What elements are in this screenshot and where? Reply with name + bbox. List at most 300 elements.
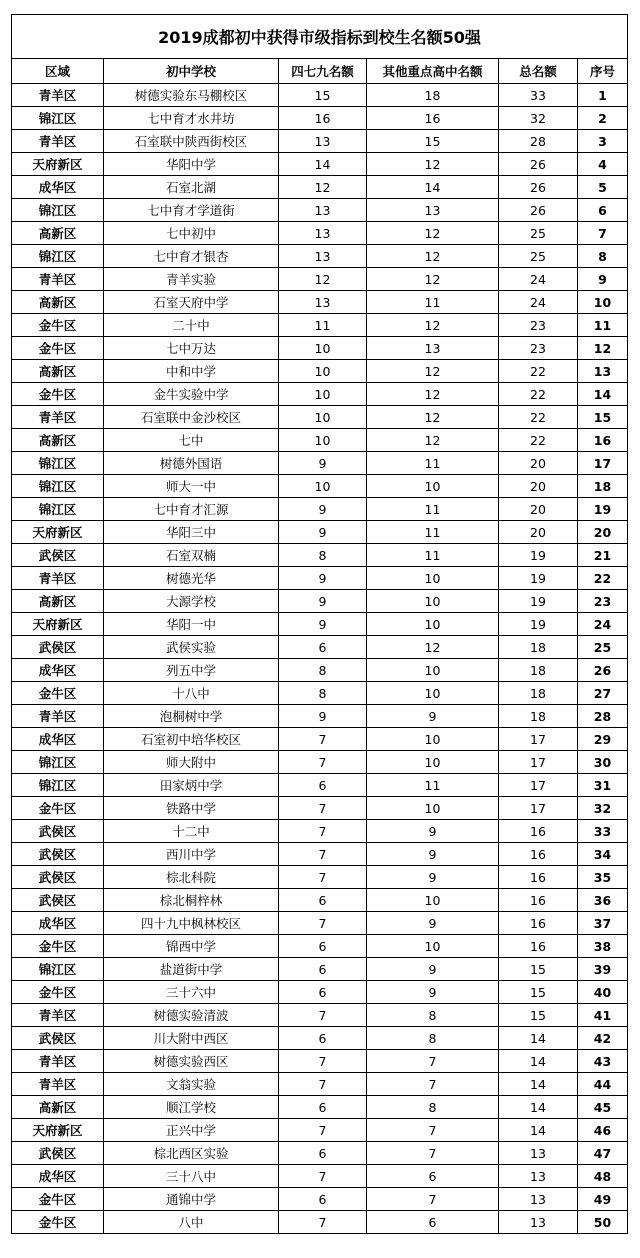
cell-district: 金牛区	[12, 1188, 104, 1211]
cell-school: 石室天府中学	[104, 291, 279, 314]
table-row	[12, 429, 628, 452]
cell-quota-total: 33	[499, 84, 578, 107]
header-district: 区域	[12, 59, 104, 84]
table-row	[12, 1142, 628, 1165]
cell-district: 高新区	[12, 222, 104, 245]
cell-district: 高新区	[12, 429, 104, 452]
cell-quota-total: 14	[499, 1119, 578, 1142]
cell-quota-total: 13	[499, 1165, 578, 1188]
cell-quota-other: 9	[367, 866, 499, 889]
cell-quota-total: 14	[499, 1027, 578, 1050]
cell-rank: 43	[578, 1050, 628, 1073]
cell-district: 成华区	[12, 659, 104, 682]
cell-rank: 23	[578, 590, 628, 613]
cell-rank: 25	[578, 636, 628, 659]
cell-quota-total: 14	[499, 1073, 578, 1096]
cell-quota-479: 6	[279, 636, 367, 659]
cell-quota-other: 10	[367, 751, 499, 774]
table-row	[12, 314, 628, 337]
cell-school: 顺江学校	[104, 1096, 279, 1119]
cell-quota-479: 13	[279, 130, 367, 153]
cell-quota-479: 7	[279, 797, 367, 820]
cell-quota-other: 11	[367, 291, 499, 314]
cell-quota-479: 13	[279, 199, 367, 222]
table-row	[12, 636, 628, 659]
cell-school: 列五中学	[104, 659, 279, 682]
cell-quota-total: 19	[499, 590, 578, 613]
cell-school: 金牛实验中学	[104, 383, 279, 406]
cell-quota-total: 13	[499, 1142, 578, 1165]
cell-quota-479: 6	[279, 935, 367, 958]
cell-quota-other: 9	[367, 981, 499, 1004]
cell-rank: 21	[578, 544, 628, 567]
table-row	[12, 820, 628, 843]
table-row	[12, 590, 628, 613]
cell-school: 七中初中	[104, 222, 279, 245]
cell-school: 三十八中	[104, 1165, 279, 1188]
cell-rank: 40	[578, 981, 628, 1004]
cell-district: 锦江区	[12, 199, 104, 222]
table-row	[12, 659, 628, 682]
cell-rank: 22	[578, 567, 628, 590]
cell-quota-479: 8	[279, 682, 367, 705]
table-row	[12, 935, 628, 958]
cell-quota-479: 7	[279, 1165, 367, 1188]
cell-quota-total: 20	[499, 498, 578, 521]
cell-district: 成华区	[12, 1165, 104, 1188]
cell-quota-479: 7	[279, 728, 367, 751]
cell-rank: 16	[578, 429, 628, 452]
cell-school: 十二中	[104, 820, 279, 843]
table-row	[12, 245, 628, 268]
table-title: 2019成都初中获得市级指标到校生名额50强	[12, 15, 628, 59]
cell-district: 武侯区	[12, 636, 104, 659]
cell-rank: 38	[578, 935, 628, 958]
cell-district: 武侯区	[12, 889, 104, 912]
cell-quota-479: 7	[279, 1211, 367, 1234]
table-row	[12, 383, 628, 406]
cell-quota-other: 10	[367, 590, 499, 613]
cell-quota-479: 7	[279, 866, 367, 889]
cell-quota-other: 12	[367, 429, 499, 452]
cell-school: 树德实验西区	[104, 1050, 279, 1073]
cell-quota-other: 8	[367, 1096, 499, 1119]
cell-quota-total: 32	[499, 107, 578, 130]
cell-district: 天府新区	[12, 521, 104, 544]
header-school: 初中学校	[104, 59, 279, 84]
cell-district: 高新区	[12, 590, 104, 613]
table-row	[12, 199, 628, 222]
table-row	[12, 268, 628, 291]
cell-school: 师大附中	[104, 751, 279, 774]
cell-quota-total: 15	[499, 981, 578, 1004]
cell-rank: 30	[578, 751, 628, 774]
cell-quota-total: 26	[499, 176, 578, 199]
cell-rank: 5	[578, 176, 628, 199]
cell-quota-total: 16	[499, 889, 578, 912]
cell-rank: 27	[578, 682, 628, 705]
cell-rank: 20	[578, 521, 628, 544]
cell-quota-479: 7	[279, 1119, 367, 1142]
cell-quota-total: 20	[499, 521, 578, 544]
cell-school: 青羊实验	[104, 268, 279, 291]
cell-rank: 6	[578, 199, 628, 222]
cell-rank: 10	[578, 291, 628, 314]
cell-quota-total: 17	[499, 774, 578, 797]
table-row	[12, 130, 628, 153]
table-row	[12, 84, 628, 107]
cell-rank: 17	[578, 452, 628, 475]
cell-school: 铁路中学	[104, 797, 279, 820]
cell-rank: 47	[578, 1142, 628, 1165]
cell-quota-total: 19	[499, 567, 578, 590]
cell-district: 武侯区	[12, 1027, 104, 1050]
cell-quota-total: 18	[499, 659, 578, 682]
cell-quota-479: 6	[279, 774, 367, 797]
cell-rank: 7	[578, 222, 628, 245]
cell-quota-479: 7	[279, 1050, 367, 1073]
cell-quota-other: 11	[367, 521, 499, 544]
cell-district: 青羊区	[12, 567, 104, 590]
cell-district: 青羊区	[12, 268, 104, 291]
cell-district: 锦江区	[12, 452, 104, 475]
cell-quota-479: 6	[279, 1096, 367, 1119]
cell-school: 田家炳中学	[104, 774, 279, 797]
table-row	[12, 153, 628, 176]
cell-quota-other: 7	[367, 1142, 499, 1165]
cell-rank: 18	[578, 475, 628, 498]
cell-quota-479: 6	[279, 1027, 367, 1050]
cell-quota-other: 9	[367, 820, 499, 843]
cell-rank: 37	[578, 912, 628, 935]
cell-quota-total: 25	[499, 222, 578, 245]
cell-quota-total: 26	[499, 199, 578, 222]
table-row	[12, 337, 628, 360]
header-rank: 序号	[578, 59, 628, 84]
table-row	[12, 1119, 628, 1142]
cell-rank: 13	[578, 360, 628, 383]
cell-district: 武侯区	[12, 1142, 104, 1165]
cell-quota-other: 10	[367, 889, 499, 912]
cell-quota-other: 14	[367, 176, 499, 199]
cell-school: 盐道街中学	[104, 958, 279, 981]
cell-quota-other: 10	[367, 935, 499, 958]
cell-quota-other: 7	[367, 1073, 499, 1096]
cell-quota-479: 8	[279, 544, 367, 567]
cell-quota-other: 6	[367, 1165, 499, 1188]
header-quota-other: 其他重点高中名额	[367, 59, 499, 84]
table-row	[12, 912, 628, 935]
cell-quota-other: 9	[367, 843, 499, 866]
cell-quota-479: 13	[279, 222, 367, 245]
cell-rank: 12	[578, 337, 628, 360]
cell-quota-479: 10	[279, 383, 367, 406]
cell-quota-479: 10	[279, 337, 367, 360]
cell-quota-479: 13	[279, 291, 367, 314]
table-row	[12, 843, 628, 866]
cell-quota-479: 10	[279, 475, 367, 498]
cell-quota-479: 9	[279, 705, 367, 728]
cell-quota-479: 12	[279, 268, 367, 291]
cell-district: 金牛区	[12, 981, 104, 1004]
cell-quota-total: 14	[499, 1096, 578, 1119]
cell-quota-other: 9	[367, 912, 499, 935]
cell-quota-479: 10	[279, 429, 367, 452]
cell-quota-479: 7	[279, 751, 367, 774]
cell-quota-total: 28	[499, 130, 578, 153]
cell-quota-total: 22	[499, 383, 578, 406]
table-row	[12, 1165, 628, 1188]
cell-school: 泡桐树中学	[104, 705, 279, 728]
cell-quota-other: 7	[367, 1050, 499, 1073]
cell-quota-total: 18	[499, 705, 578, 728]
cell-quota-479: 6	[279, 958, 367, 981]
cell-school: 十八中	[104, 682, 279, 705]
cell-quota-other: 8	[367, 1004, 499, 1027]
cell-rank: 26	[578, 659, 628, 682]
cell-school: 石室联中陕西街校区	[104, 130, 279, 153]
cell-quota-479: 12	[279, 176, 367, 199]
cell-district: 锦江区	[12, 245, 104, 268]
cell-district: 锦江区	[12, 751, 104, 774]
cell-quota-other: 12	[367, 406, 499, 429]
cell-quota-479: 9	[279, 452, 367, 475]
cell-quota-other: 12	[367, 636, 499, 659]
cell-district: 武侯区	[12, 866, 104, 889]
cell-district: 金牛区	[12, 314, 104, 337]
table-row	[12, 291, 628, 314]
cell-quota-479: 6	[279, 1188, 367, 1211]
cell-district: 成华区	[12, 912, 104, 935]
cell-quota-other: 10	[367, 728, 499, 751]
cell-district: 天府新区	[12, 613, 104, 636]
cell-school: 大源学校	[104, 590, 279, 613]
cell-quota-total: 17	[499, 728, 578, 751]
table-row	[12, 176, 628, 199]
cell-quota-479: 6	[279, 981, 367, 1004]
cell-quota-total: 19	[499, 544, 578, 567]
cell-quota-total: 25	[499, 245, 578, 268]
cell-quota-479: 13	[279, 245, 367, 268]
cell-quota-total: 23	[499, 314, 578, 337]
cell-rank: 19	[578, 498, 628, 521]
cell-school: 通锦中学	[104, 1188, 279, 1211]
cell-district: 锦江区	[12, 107, 104, 130]
cell-district: 青羊区	[12, 130, 104, 153]
cell-district: 青羊区	[12, 406, 104, 429]
cell-quota-total: 24	[499, 268, 578, 291]
cell-district: 成华区	[12, 176, 104, 199]
cell-district: 锦江区	[12, 498, 104, 521]
cell-quota-total: 17	[499, 751, 578, 774]
cell-quota-total: 14	[499, 1050, 578, 1073]
cell-rank: 28	[578, 705, 628, 728]
table-row	[12, 728, 628, 751]
cell-rank: 48	[578, 1165, 628, 1188]
cell-quota-479: 10	[279, 360, 367, 383]
cell-quota-total: 26	[499, 153, 578, 176]
cell-quota-other: 12	[367, 153, 499, 176]
cell-quota-total: 22	[499, 360, 578, 383]
cell-school: 石室双楠	[104, 544, 279, 567]
table-row	[12, 751, 628, 774]
cell-rank: 33	[578, 820, 628, 843]
cell-quota-other: 11	[367, 544, 499, 567]
cell-school: 华阳一中	[104, 613, 279, 636]
cell-quota-total: 23	[499, 337, 578, 360]
cell-quota-total: 16	[499, 866, 578, 889]
cell-school: 四十九中枫林校区	[104, 912, 279, 935]
cell-quota-other: 8	[367, 1027, 499, 1050]
cell-quota-479: 6	[279, 1142, 367, 1165]
table-row	[12, 475, 628, 498]
cell-district: 锦江区	[12, 774, 104, 797]
cell-quota-total: 18	[499, 682, 578, 705]
cell-quota-479: 11	[279, 314, 367, 337]
cell-quota-total: 22	[499, 429, 578, 452]
cell-school: 师大一中	[104, 475, 279, 498]
cell-rank: 2	[578, 107, 628, 130]
table-row	[12, 452, 628, 475]
cell-school: 文翁实验	[104, 1073, 279, 1096]
cell-quota-total: 15	[499, 958, 578, 981]
cell-school: 棕北西区实验	[104, 1142, 279, 1165]
cell-school: 树德光华	[104, 567, 279, 590]
cell-school: 正兴中学	[104, 1119, 279, 1142]
table-body	[12, 84, 628, 1234]
cell-quota-other: 7	[367, 1119, 499, 1142]
cell-quota-total: 20	[499, 452, 578, 475]
header-row	[12, 59, 628, 84]
cell-school: 二十中	[104, 314, 279, 337]
cell-quota-total: 16	[499, 843, 578, 866]
header-quota-479: 四七九名额	[279, 59, 367, 84]
cell-rank: 35	[578, 866, 628, 889]
table-row	[12, 1050, 628, 1073]
cell-quota-total: 15	[499, 1004, 578, 1027]
cell-district: 武侯区	[12, 544, 104, 567]
cell-district: 高新区	[12, 1096, 104, 1119]
cell-school: 七中万达	[104, 337, 279, 360]
cell-quota-other: 12	[367, 360, 499, 383]
cell-school: 中和中学	[104, 360, 279, 383]
cell-school: 树德实验清波	[104, 1004, 279, 1027]
cell-rank: 1	[578, 84, 628, 107]
cell-district: 锦江区	[12, 958, 104, 981]
cell-school: 八中	[104, 1211, 279, 1234]
cell-quota-other: 10	[367, 475, 499, 498]
cell-rank: 39	[578, 958, 628, 981]
cell-district: 青羊区	[12, 84, 104, 107]
cell-district: 天府新区	[12, 153, 104, 176]
cell-quota-other: 15	[367, 130, 499, 153]
cell-quota-other: 9	[367, 705, 499, 728]
cell-quota-total: 20	[499, 475, 578, 498]
cell-rank: 3	[578, 130, 628, 153]
cell-rank: 36	[578, 889, 628, 912]
cell-school: 三十六中	[104, 981, 279, 1004]
cell-rank: 9	[578, 268, 628, 291]
cell-district: 金牛区	[12, 1211, 104, 1234]
cell-district: 成华区	[12, 728, 104, 751]
table-row	[12, 1211, 628, 1234]
cell-quota-total: 16	[499, 912, 578, 935]
cell-quota-479: 9	[279, 613, 367, 636]
cell-quota-total: 19	[499, 613, 578, 636]
cell-quota-other: 12	[367, 222, 499, 245]
table-row	[12, 406, 628, 429]
cell-quota-other: 7	[367, 1188, 499, 1211]
cell-quota-479: 7	[279, 820, 367, 843]
cell-quota-479: 16	[279, 107, 367, 130]
cell-school: 七中育才水井坊	[104, 107, 279, 130]
cell-quota-479: 10	[279, 406, 367, 429]
table-row	[12, 567, 628, 590]
table-row	[12, 981, 628, 1004]
table-row	[12, 1188, 628, 1211]
cell-district: 锦江区	[12, 475, 104, 498]
cell-quota-other: 12	[367, 314, 499, 337]
header-quota-total: 总名额	[499, 59, 578, 84]
table-row	[12, 774, 628, 797]
cell-quota-total: 13	[499, 1188, 578, 1211]
cell-district: 金牛区	[12, 935, 104, 958]
cell-district: 高新区	[12, 291, 104, 314]
cell-district: 武侯区	[12, 843, 104, 866]
cell-rank: 32	[578, 797, 628, 820]
cell-rank: 24	[578, 613, 628, 636]
cell-district: 青羊区	[12, 1073, 104, 1096]
cell-quota-479: 8	[279, 659, 367, 682]
cell-quota-479: 15	[279, 84, 367, 107]
cell-quota-other: 11	[367, 774, 499, 797]
table-row	[12, 958, 628, 981]
cell-quota-other: 10	[367, 797, 499, 820]
ranking-table	[11, 14, 628, 1234]
cell-quota-other: 16	[367, 107, 499, 130]
cell-quota-total: 22	[499, 406, 578, 429]
cell-district: 金牛区	[12, 337, 104, 360]
table-row	[12, 1073, 628, 1096]
cell-quota-479: 9	[279, 498, 367, 521]
table-row	[12, 107, 628, 130]
cell-quota-other: 13	[367, 199, 499, 222]
cell-quota-other: 11	[367, 452, 499, 475]
table-row	[12, 521, 628, 544]
cell-rank: 14	[578, 383, 628, 406]
cell-quota-479: 7	[279, 1073, 367, 1096]
table-row	[12, 360, 628, 383]
cell-school: 树德实验东马棚校区	[104, 84, 279, 107]
table-row	[12, 1004, 628, 1027]
cell-quota-479: 9	[279, 521, 367, 544]
cell-rank: 4	[578, 153, 628, 176]
cell-school: 武侯实验	[104, 636, 279, 659]
cell-quota-479: 7	[279, 912, 367, 935]
cell-rank: 29	[578, 728, 628, 751]
cell-district: 武侯区	[12, 820, 104, 843]
cell-rank: 8	[578, 245, 628, 268]
cell-district: 青羊区	[12, 1004, 104, 1027]
cell-quota-other: 10	[367, 659, 499, 682]
cell-quota-other: 10	[367, 613, 499, 636]
cell-school: 棕北桐梓林	[104, 889, 279, 912]
cell-quota-other: 9	[367, 958, 499, 981]
cell-rank: 31	[578, 774, 628, 797]
table-row	[12, 682, 628, 705]
cell-rank: 15	[578, 406, 628, 429]
cell-rank: 49	[578, 1188, 628, 1211]
